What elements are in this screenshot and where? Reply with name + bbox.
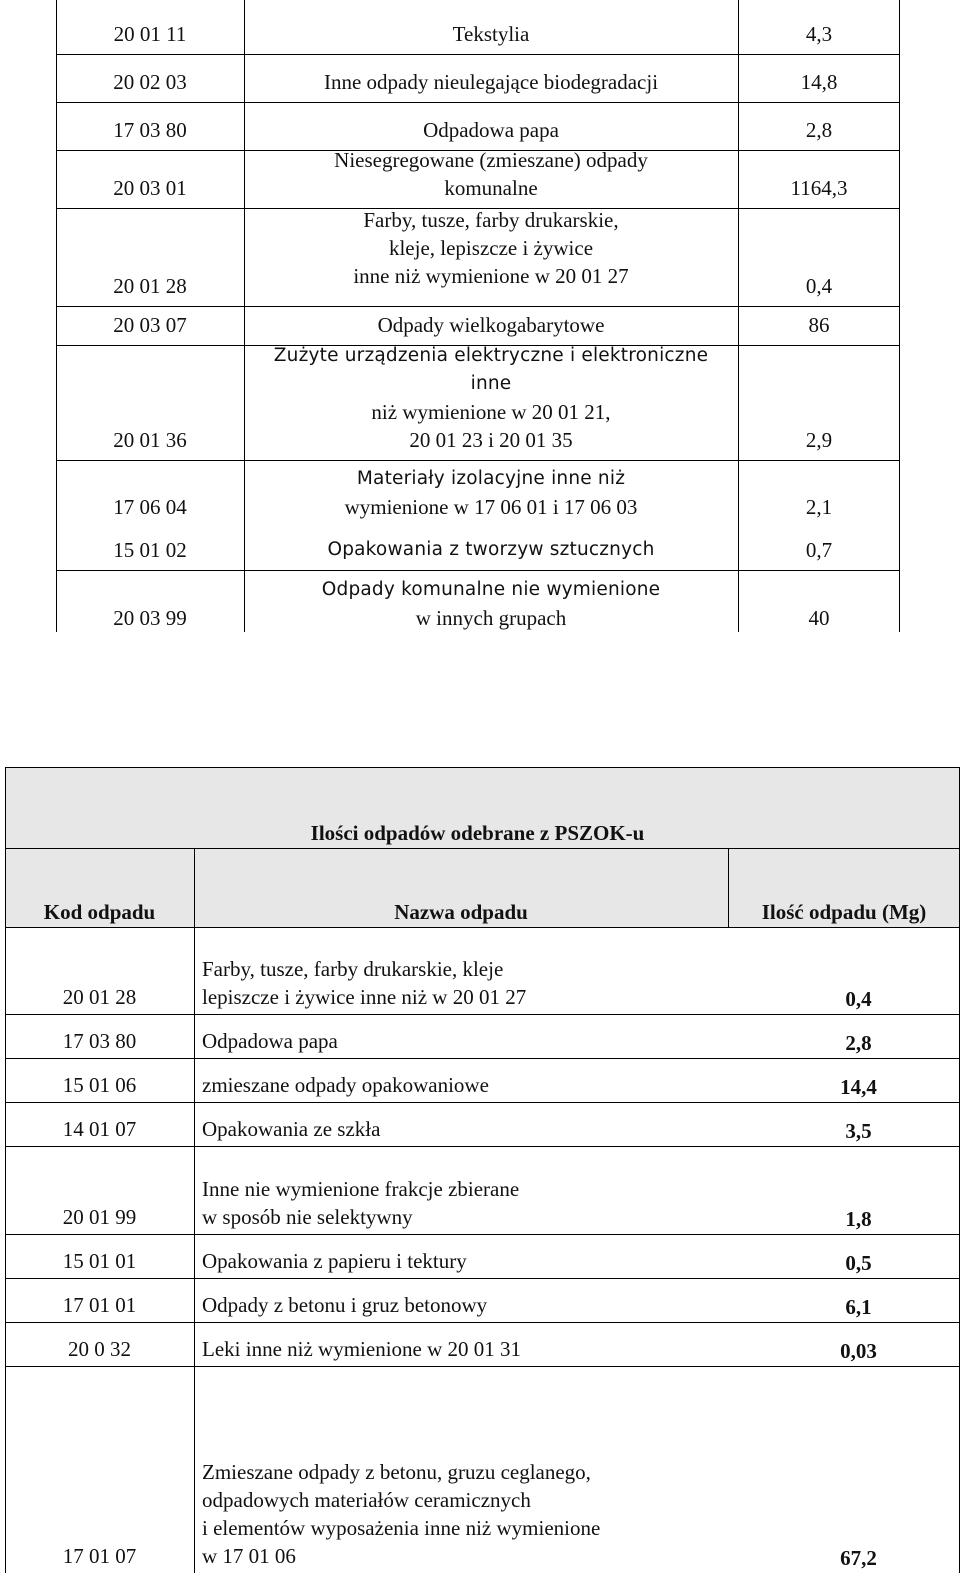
waste-quantity: 2,8 — [805, 118, 833, 142]
waste-code: 17 01 01 — [62, 1293, 137, 1317]
waste-name: Materiały izolacyjne inne niż wymienione w 17 06 01 i 17 06 03 — [344, 468, 638, 519]
table-row — [56, 527, 900, 571]
waste-name: Odpadowa papa — [423, 118, 559, 142]
header-quantity: Ilość odpadu (Mg) — [728, 849, 959, 927]
waste-quantity: 2,8 — [845, 1031, 872, 1055]
header-name: Nazwa odpadu — [194, 849, 727, 927]
table-row — [56, 0, 900, 55]
waste-table-continuation — [56, 0, 900, 632]
waste-name: Odpady wielkogabarytowe — [377, 313, 605, 337]
waste-code: 20 01 28 — [113, 274, 187, 298]
table-row — [56, 148, 900, 209]
table-header-row — [6, 849, 959, 928]
waste-quantity: 2,1 — [805, 495, 833, 519]
waste-name: Farby, tusze, farby drukarskie, kleje, lepiszcze i żywice inne niż wymienione w 20 01 27 — [353, 208, 629, 288]
waste-code: 20 01 28 — [62, 985, 137, 1009]
waste-quantity: 0,5 — [845, 1251, 872, 1275]
waste-code: 20 01 36 — [113, 428, 187, 452]
waste-code: 20 03 99 — [113, 606, 187, 630]
waste-code: 20 03 01 — [113, 176, 187, 200]
waste-quantity: 1,8 — [845, 1207, 872, 1231]
waste-name: Opakowania z tworzyw sztucznych — [327, 539, 655, 560]
waste-quantity: 86 — [808, 313, 830, 337]
waste-code: 20 0 32 — [68, 1337, 131, 1361]
waste-quantity: 0,03 — [840, 1339, 877, 1363]
waste-quantity: 1164,3 — [790, 176, 848, 200]
table-row — [6, 1367, 959, 1573]
waste-name: Zmieszane odpady z betonu, gruzu ceglanego, odpadowych materiałów ceramicznych i elementów wyposażenia inne niż wymienione w 17 01 06 — [194, 1367, 727, 1573]
table-row — [56, 307, 900, 346]
waste-code: 20 01 99 — [62, 1205, 137, 1229]
table-row — [56, 55, 900, 103]
waste-name: Leki inne niż wymienione w 20 01 31 — [194, 1323, 727, 1366]
table-row — [56, 461, 900, 527]
waste-code: 15 01 02 — [113, 538, 187, 562]
table-row — [6, 1103, 959, 1147]
table-row — [6, 1323, 959, 1367]
table-title: Ilości odpadów odebrane z PSZOK-u — [6, 768, 959, 849]
waste-name: Odpady komunalne nie wymienione w innych grupach — [321, 579, 661, 630]
waste-quantity: 14,4 — [840, 1075, 877, 1099]
waste-name: Inne nie wymienione frakcje zbierane w sposób nie selektywny — [194, 1147, 727, 1234]
waste-name: Opakowania z papieru i tektury — [194, 1235, 727, 1278]
table-row — [6, 1147, 959, 1235]
waste-quantity: 0,4 — [805, 274, 833, 298]
waste-quantity: 14,8 — [800, 70, 838, 94]
waste-code: 20 03 07 — [113, 313, 187, 337]
waste-quantity: 67,2 — [840, 1546, 877, 1570]
table-row — [6, 1059, 959, 1103]
table-row — [6, 1235, 959, 1279]
waste-code: 17 06 04 — [113, 495, 187, 519]
waste-code: 17 03 80 — [113, 118, 187, 142]
waste-quantity: 4,3 — [805, 22, 833, 46]
waste-name: Zużyte urządzenia elektryczne i elektroniczne inne niż wymienione w 20 01 21, 20 01 23 i 20 01 35 — [273, 345, 709, 452]
waste-quantity: 40 — [808, 606, 830, 630]
waste-code: 14 01 07 — [62, 1117, 137, 1141]
waste-name: Odpady z betonu i gruz betonowy — [194, 1279, 727, 1322]
waste-code: 15 01 01 — [62, 1249, 137, 1273]
waste-quantity: 6,1 — [845, 1295, 872, 1319]
waste-code: 15 01 06 — [62, 1073, 137, 1097]
waste-code: 20 02 03 — [113, 70, 187, 94]
waste-quantity: 3,5 — [845, 1119, 872, 1143]
waste-quantity: 0,4 — [845, 987, 872, 1011]
waste-name: Tekstylia — [452, 22, 530, 46]
waste-name: Inne odpady nieulegające biodegradacji — [323, 70, 659, 94]
header-code: Kod odpadu — [43, 900, 156, 924]
table-row — [56, 346, 900, 461]
waste-quantity: 2,9 — [805, 428, 833, 452]
waste-name: Niesegregowane (zmieszane) odpady komunalne — [334, 148, 648, 200]
waste-quantity: 0,7 — [805, 538, 833, 562]
table-row — [56, 571, 900, 632]
table-row — [56, 103, 900, 151]
waste-code: 20 01 11 — [113, 22, 187, 46]
waste-code: 17 03 80 — [62, 1029, 137, 1053]
waste-code: 17 01 07 — [62, 1544, 137, 1568]
waste-name: zmieszane odpady opakowaniowe — [194, 1059, 727, 1102]
waste-name: Opakowania ze szkła — [194, 1103, 727, 1146]
table-row — [6, 928, 959, 1015]
waste-name: Farby, tusze, farby drukarskie, kleje lepiszcze i żywice inne niż w 20 01 27 — [194, 928, 727, 1014]
table-row — [6, 1279, 959, 1323]
waste-name: Odpadowa papa — [194, 1015, 727, 1058]
table-row — [6, 1015, 959, 1059]
pszok-waste-table — [5, 767, 960, 1573]
table-row — [56, 209, 900, 307]
